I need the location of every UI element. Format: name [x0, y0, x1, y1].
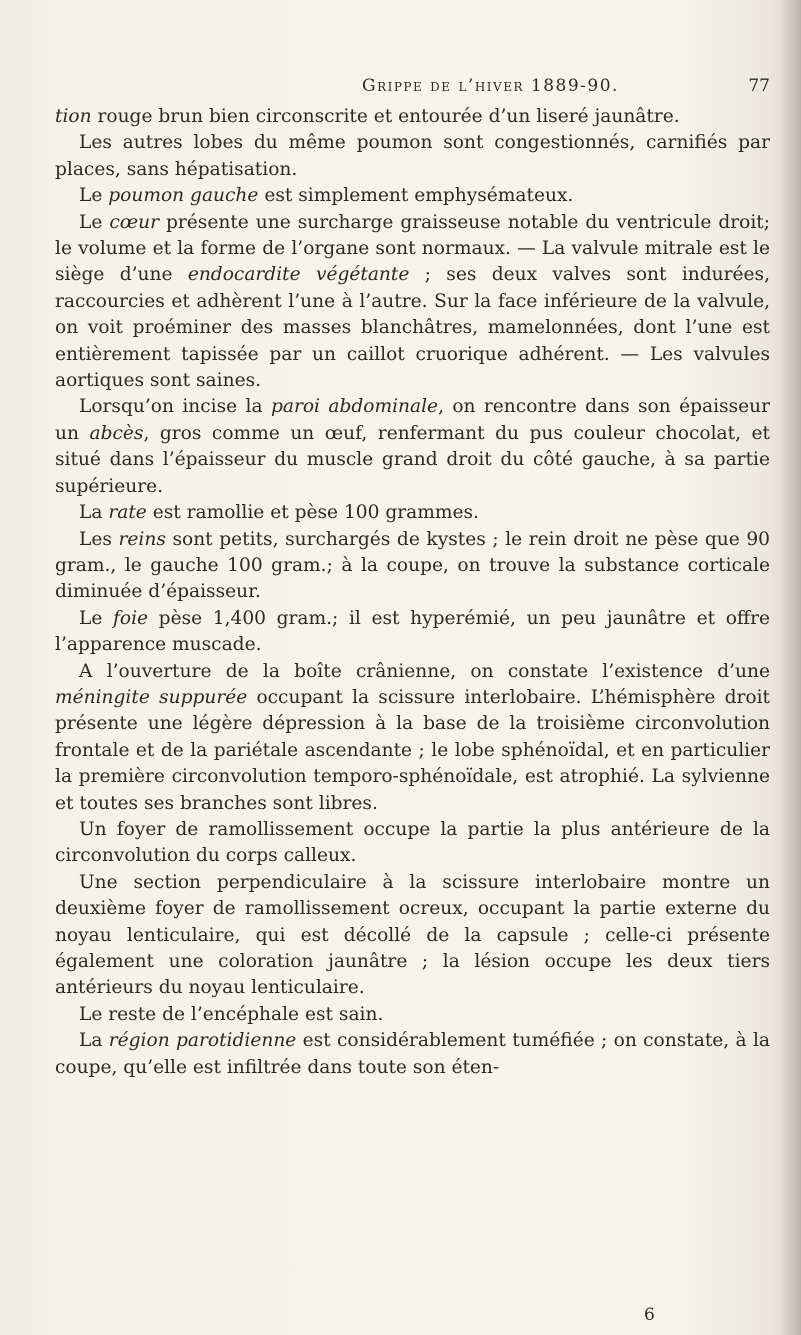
- italic-term: méningite suppurée: [55, 686, 248, 708]
- text-segment: Le: [79, 185, 109, 207]
- paragraph-p10: [55, 817, 770, 870]
- text-segment: La: [79, 502, 109, 524]
- text-segment: , on rencontre dans son épaisseur un: [55, 396, 771, 444]
- text-segment: Le: [79, 211, 110, 233]
- text-segment: Les: [79, 528, 119, 550]
- italic-term: paroi abdominale: [270, 396, 439, 418]
- text-segment: Une section perpendiculaire à la scissure interlobaire montre un deuxième foyer de ramollissement ocreux, occupant la partie externe du noyau lenticulaire, qui est décollé de la capsule ; celle-ci présente également une coloration jaunâtre ; la lésion occupe les deux tiers antérieurs du noyau lenticulaire.: [55, 871, 770, 999]
- text-segment: La: [79, 1030, 109, 1052]
- text-segment: ; ses deux valves sont indurées, raccourcies et adhèrent l’une à l’autre. Sur la face inférieure de la valvule, on voit proéminer des masses blanchâtres, mamelonnées, dont l’une est entièrement tapissée par un caillot cruorique adhérent. — Les valvules aortiques sont saines.: [55, 264, 770, 392]
- italic-term: reins: [118, 528, 166, 550]
- italic-term: endocardite végétante: [187, 264, 410, 286]
- paragraph-p7: [55, 527, 770, 606]
- italic-term: abcès: [89, 422, 144, 444]
- text-segment: Un foyer de ramollissement occupe la partie la plus antérieure de la circonvolution du corps calleux.: [55, 818, 770, 867]
- paragraph-p6: [55, 500, 770, 526]
- paragraph-p11: [55, 870, 770, 1002]
- text-segment: est simplement emphysémateux.: [258, 185, 574, 207]
- text-segment: occupant la scissure interlobaire. L’hémisphère droit présente une légère dépression à la base de la troisième circonvolution frontale et de la pariétale ascendante ; le lobe sphénoïdal, et en particulier la première circonvolution temporo-sphénoïdale, est atrophié. La sylvienne et toutes ses branches sont libres.: [55, 686, 770, 814]
- paragraph-p5: [55, 394, 770, 500]
- italic-term: tion: [55, 106, 92, 127]
- page-edge-shadow: [779, 0, 801, 1335]
- text-segment: est ramollie et pèse 100 grammes.: [146, 502, 479, 524]
- text-segment: rouge brun bien circonscrite et entourée d’un liseré jaunâtre.: [91, 106, 680, 127]
- text-segment: sont petits, surchargés de kystes ; le rein droit ne pèse que 90 gram., le gauche 100 gram.; à la coupe, on trouve la substance corticale diminuée d’épaisseur.: [55, 528, 770, 603]
- italic-term: cœur: [109, 211, 160, 233]
- text-segment: Lorsqu’on incise la: [79, 396, 271, 418]
- page-number: 77: [748, 76, 770, 96]
- body-text: [55, 104, 770, 1081]
- italic-term: région parotidienne: [108, 1030, 297, 1052]
- paragraph-p2: [55, 130, 770, 183]
- paragraph-p9: [55, 659, 770, 817]
- text-segment: pèse 1,400 gram.; il est hyperémié, un peu jaunâtre et offre l’apparence muscade.: [55, 607, 770, 656]
- text-segment: Les autres lobes du même poumon sont congestionnés, carnifiés par places, sans hépatisation.: [55, 132, 770, 180]
- italic-term: poumon gauche: [108, 185, 259, 207]
- paragraph-p4: [55, 210, 770, 395]
- running-header: [120, 76, 770, 106]
- running-title: Grippe de l’hiver 1889-90.: [362, 76, 619, 96]
- text-segment: , gros comme un œuf, renfermant du pus couleur chocolat, et situé dans l’épaisseur du muscle grand droit du côté gauche, à sa partie supérieure.: [55, 422, 770, 497]
- paragraph-p12: [55, 1002, 770, 1028]
- italic-term: foie: [113, 607, 149, 629]
- paragraph-p3: [55, 183, 770, 209]
- text-segment: A l’ouverture de la boîte crânienne, on constate l’existence d’une: [79, 660, 770, 682]
- text-segment: est considérablement tuméfiée ; on constate, à la coupe, qu’elle est infiltrée dans toute son éten-: [55, 1030, 770, 1078]
- italic-term: rate: [108, 502, 147, 524]
- text-segment: Le: [79, 607, 113, 629]
- paragraph-p13: [55, 1028, 770, 1081]
- paragraph-p1: [55, 104, 770, 130]
- paragraph-p8: [55, 606, 770, 659]
- text-segment: présente une surcharge graisseuse notable du ventricule droit; le volume et la forme de l’organe sont normaux. — La valvule mitrale est le siège d’une: [55, 211, 771, 286]
- text-segment: Le reste de l’encéphale est sain.: [79, 1003, 384, 1025]
- signature-mark: 6: [644, 1305, 655, 1325]
